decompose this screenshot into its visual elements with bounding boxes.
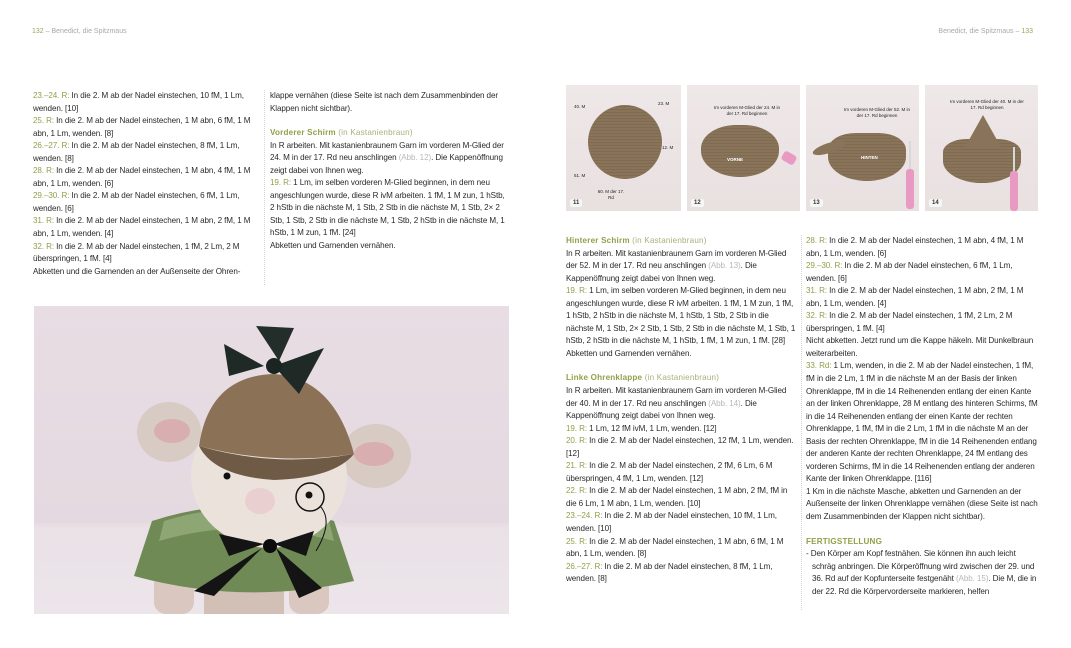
pattern-row: 29.–30. R: In die 2. M ab der Nadel einstechen, 6 fM, 1 Lm, wenden. [6] — [33, 191, 240, 213]
step-photo-11: 40. M 23. M 12. M 51. M 60. M der 17. Rd 11 — [566, 85, 681, 211]
pattern-row: 22. R: In die 2. M ab der Nadel einstechen, 1 M abn, 2 fM, fM in die 6 Lm, 1 M abn, 1 Lm, wenden. [10] — [566, 486, 788, 508]
main-photo — [34, 306, 509, 614]
paragraph: In R arbeiten. Mit kastanienbraunem Garn im vorderen M-Glied der 52. M in der 17. Rd neu anschlingen (Abb. 13). Die Kappenöffnung zeigt dabei von Ihnen weg. — [566, 248, 787, 283]
paragraph: In R arbeiten. Mit kastanienbraunem Garn im vorderen M-Glied der 40. M in der 17. Rd neu anschlingen (Abb. 14). Die Kappenöffnung zeigt dabei von Ihnen weg. — [566, 386, 787, 421]
list-item: - Den Körper am Kopf festnähen. Sie können ihn auch leicht schräg anbringen. Die Körperöffnung wird zwischen der 29. und 36. Rd auf der Kopfunterseite festgenäht (Abb. 15). Die M, die in der 22. Rd die Körpervorderseite markieren, helfen — [806, 549, 1037, 596]
pattern-row: 31. R: In die 2. M ab der Nadel einstechen, 1 M abn, 2 fM, 1 M abn, 1 Lm, wenden. [4] — [33, 216, 251, 239]
pattern-row: 32. R: In die 2. M ab der Nadel einstechen, 1 fM, 2 Lm, 2 M überspringen, 1 fM. [4] — [33, 241, 240, 264]
page-number: 132 — [32, 28, 44, 35]
paragraph: Abketten und Garnenden vernähen. — [566, 348, 692, 358]
pattern-row: 33. Rd: 1 Lm, wenden, in die 2. M ab der Nadel einstechen, 1 fM, fM in die 2 Lm, 1 fM in die nächste M an der Basis der linken Ohrenklappe, fM in die 14 Reihenenden entlang der einen Kante an der linken Ohrenklappe, 28 M entlang des hinteren Schirms, fM in die 14 Reihenenden entlang der einen Kante der rechten Ohrenklappe, 1 fM, fM in die 2 Lm, 1 fM in die nächste M an der Basis der rechten Ohrenklappe, fM in die 14 Reihenenden entlang der anderen Kante der rechten Ohrenklappe, 24 fM entlang des vorderen Schirms, fM in die 14 Reihenenden entlang der anderen Kante der linken Ohrenklappe. [116] — [806, 361, 1038, 484]
figure-reference: (Abb. 14) — [708, 398, 741, 408]
paragraph: In R arbeiten. Mit kastanienbraunem Garn im vorderen M-Glied der 24. M in der 17. Rd neu anschlingen (Abb. 12). Die Kappenöffnung zeigt dabei von Ihnen weg. — [270, 140, 504, 175]
section-heading-linke-ohrenklappe: Linke Ohrenklappe (in Kastanienbraun) — [566, 373, 720, 383]
step-photo-13: Im vorderen M-Glied der 52. M in der 17. Rd beginnen HINTEN 13 — [806, 85, 919, 211]
right-column-2 — [806, 235, 1040, 598]
left-column-2 — [270, 90, 508, 253]
section-heading-vorderer-schirm: Vorderer Schirm (in Kastanienbraun) — [270, 128, 413, 138]
pattern-row: 19. R: 1 Lm, im selben vorderen M-Glied beginnen, in dem neu angeschlungen wurde, diese R ivM arbeiten. 1 fM, 1 M zun, 1 hStb, 2 hStb in die nächste M, 1 Stb, 2 Stb in die nächste M, 1 Stb, 2× 2 Stb, 1 Stb, 2 Stb in die nächste M, 1 Stb, 2 hStb in die nächste M, 1 hStb, 1 M zun, 1 fM. [24] — [270, 178, 505, 238]
pattern-row: 23.–24. R: In die 2. M ab der Nadel einstechen, 10 fM, 1 Lm, wenden. [10] — [33, 91, 244, 113]
figure-reference: (Abb. 12) — [398, 153, 432, 163]
page-header-left: 132 – Benedict, die Spitzmaus — [32, 28, 127, 35]
paragraph: klappe vernähen (diese Seite ist nach dem Zusammenbinden der Klappen nicht sichtbar). — [270, 91, 498, 113]
page-header-right: Benedict, die Spitzmaus – 133 — [938, 28, 1033, 35]
pattern-row: 19. R: 1 Lm, im selben vorderen M-Glied beginnen, in dem neu angeschlungen wurde, diese R ivM arbeiten. 1 fM, 1 M zun, 1 fM, 1 hStb, 2 hStb in die nächste M, 1 hStb, 1 Stb, 2 Stb in die nächste M, 1 Stb, 2× 2 Stb, 1 Stb, 2 Stb in die nächste M, 1 Stb, 1 hStb, 2 hStb in die nächste M, 1 hStb, 1 fM, 1 M zun, 1 fM. [28] — [566, 286, 796, 346]
running-title: Benedict, die Spitzmaus — [938, 28, 1014, 35]
amigurumi-mouse-image — [34, 306, 509, 614]
step-photo-14: Im vorderen M-Glied der 40. M in der 17. Rd beginnen 14 — [925, 85, 1038, 211]
figure-number: 11 — [570, 199, 582, 207]
paragraph: Abketten und Garnenden vernähen. — [270, 241, 396, 251]
page-number: 133 — [1021, 28, 1033, 35]
pattern-row: 26.–27. R: In die 2. M ab der Nadel einstechen, 8 fM, 1 Lm, wenden. [8] — [33, 141, 240, 163]
pattern-row: 32. R: In die 2. M ab der Nadel einstechen, 1 fM, 2 Lm, 2 M überspringen, 1 fM. [4] — [806, 311, 1013, 333]
right-column-1 — [566, 235, 798, 586]
column-divider — [801, 235, 802, 610]
step-photo-12: Im vorderen M-Glied der 24. M in der 17. Rd beginnen VORNE 12 — [687, 85, 800, 211]
paragraph: Nicht abketten. Jetzt rund um die Kappe häkeln. Mit Dunkelbraun weiterarbeiten. — [806, 336, 1034, 358]
figure-number: 13 — [810, 199, 823, 207]
section-heading-fertigstellung: FERTIGSTELLUNG — [806, 536, 883, 546]
figure-reference: (Abb. 13) — [708, 261, 741, 271]
pattern-row: 25. R: In die 2. M ab der Nadel einstechen, 1 M abn, 6 fM, 1 M abn, 1 Lm, wenden. [8] — [566, 536, 784, 559]
pattern-row: 25. R: In die 2. M ab der Nadel einstechen, 1 M abn, 6 fM, 1 M abn, 1 Lm, wenden. [8] — [33, 116, 251, 138]
pattern-row: 20. R: In die 2. M ab der Nadel einstechen, 12 fM, 1 Lm, wenden. [12] — [566, 436, 794, 458]
pattern-row: 29.–30. R: In die 2. M ab der Nadel einstechen, 6 fM, 1 Lm, wenden. [6] — [806, 261, 1013, 283]
pattern-row: 23.–24. R: In die 2. M ab der Nadel einstechen, 10 fM, 1 Lm, wenden. [10] — [566, 511, 777, 534]
running-title: Benedict, die Spitzmaus — [51, 28, 127, 35]
figure-reference: (Abb. 15) — [955, 574, 989, 584]
pattern-row: 31. R: In die 2. M ab der Nadel einstechen, 1 M abn, 2 fM, 1 M abn, 1 Lm, wenden. [4] — [806, 286, 1024, 308]
figure-number: 12 — [691, 199, 704, 207]
pattern-row: 26.–27. R: In die 2. M ab der Nadel einstechen, 8 fM, 1 Lm, wenden. [8] — [566, 561, 773, 584]
column-divider — [264, 90, 265, 285]
section-heading-hinterer-schirm: Hinterer Schirm (in Kastanienbraun) — [566, 236, 707, 245]
pattern-row: 21. R: In die 2. M ab der Nadel einstechen, 2 fM, 6 Lm, 6 M überspringen, 4 fM, 1 Lm, wenden. [12] — [566, 461, 773, 483]
pattern-row: 19. R: 1 Lm, 12 fM ivM, 1 Lm, wenden. [12] — [566, 423, 717, 433]
left-column-1 — [33, 90, 259, 278]
paragraph: 1 Km in die nächste Masche, abketten und Garnenden an der Außenseite der linken Ohrenklappe vernähen (diese Seite ist nach dem Zusammenbinden der Klappen nicht sichtbar). — [806, 486, 1038, 522]
pattern-row: 28. R: In die 2. M ab der Nadel einstechen, 1 M abn, 4 fM, 1 M abn, 1 Lm, wenden. [6] — [33, 166, 251, 188]
paragraph: Abketten und die Garnenden an der Außenseite der Ohren- — [33, 266, 241, 276]
figure-number: 14 — [929, 199, 942, 207]
pattern-row: 28. R: In die 2. M ab der Nadel einstechen, 1 M abn, 4 fM, 1 M abn, 1 Lm, wenden. [6] — [806, 236, 1024, 258]
